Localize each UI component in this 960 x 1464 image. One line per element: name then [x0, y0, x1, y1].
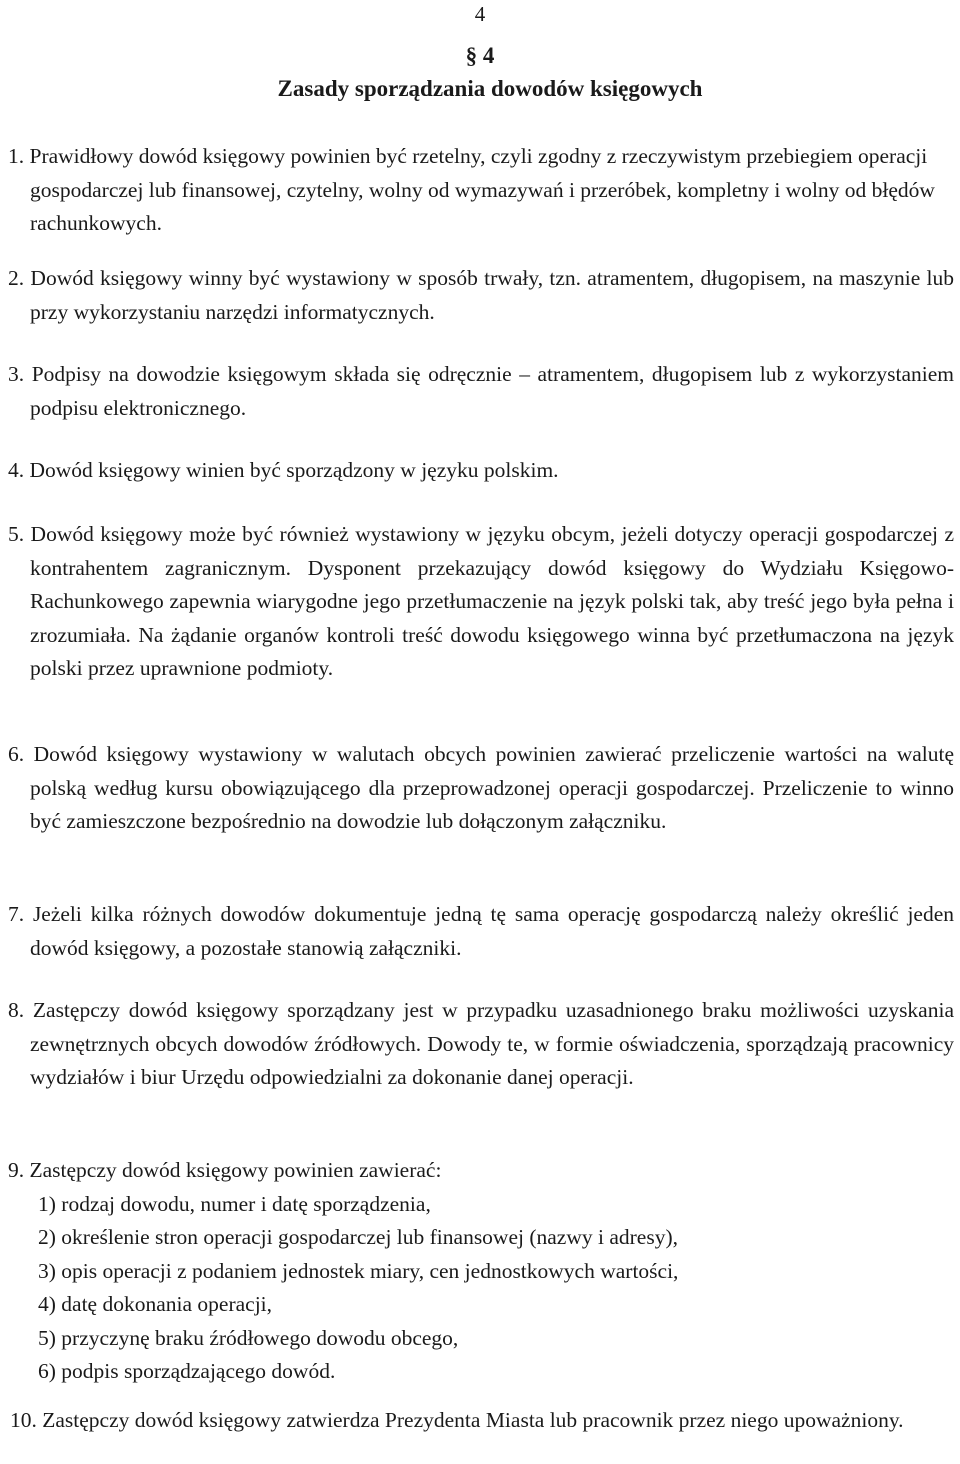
paragraph-text: Zastępczy dowód księgowy powinien zawierać: [29, 1158, 442, 1182]
section-title: Zasady sporządzania dowodów księgowych [277, 76, 703, 101]
paragraph-text: Dowód księgowy winny być wystawiony w sposób trwały, tzn. atramentem, długopisem, na maszynie lub przy wykorzystaniu narzędzi informatycznych. [30, 266, 955, 324]
paragraph-6 [8, 738, 954, 839]
paragraph-number: 6. [8, 742, 25, 766]
paragraph-number: 10. [10, 1408, 37, 1432]
paragraph-number: 7. [8, 902, 25, 926]
list-item: 1) rodzaj dowodu, numer i datę sporządzenia, [38, 1191, 431, 1216]
page-number: 4 [474, 2, 486, 26]
paragraph-text: Podpisy na dowodzie księgowym składa się odręcznie – atramentem, długopisem lub z wykorzystaniem podpisu elektronicznego. [30, 362, 955, 420]
list-item: 4) datę dokonania operacji, [38, 1292, 273, 1316]
paragraph-5 [8, 518, 954, 686]
paragraph-text: Prawidłowy dowód księgowy powinien być rzetelny, czyli zgodny z rzeczywistym przebiegiem operacji gospodarczej lub finansowej, czytelny, wolny od wymazywań i przeróbek, kompletny i wolny od błędów rachunkowych. [29, 144, 935, 235]
paragraph-number: 8. [8, 998, 25, 1022]
paragraph-number: 4. [8, 458, 25, 482]
paragraph-1 [8, 140, 954, 241]
paragraph-number: 9. [8, 1158, 25, 1182]
section-number: § 4 [465, 43, 495, 68]
paragraph-10 [10, 1404, 956, 1438]
paragraph-3 [8, 358, 954, 425]
paragraph-4 [8, 454, 954, 488]
paragraph-number: 2. [8, 266, 25, 290]
list-item: 3) opis operacji z podaniem jednostek miary, cen jednostkowych wartości, [38, 1258, 679, 1283]
list-item: 2) określenie stron operacji gospodarczej lub finansowej (nazwy i adresy), [38, 1225, 678, 1249]
paragraph-7 [8, 898, 954, 965]
paragraph-text: Zastępczy dowód księgowy zatwierdza Prezydenta Miasta lub pracownik przez niego upoważniony. [42, 1408, 904, 1432]
paragraph-text: Zastępczy dowód księgowy sporządzany jest w przypadku uzasadnionego braku możliwości uzyskania zewnętrznych obcych dowodów źródłowych. Dowody te, w formie oświadczenia, sporządzają pracownicy wydziałów i biur Urzędu odpowiedzialni za dokonanie danej operacji. [30, 998, 954, 1089]
paragraph-text: Dowód księgowy może być również wystawiony w języku obcym, jeżeli dotyczy operacji gospodarczej z kontrahentem zagranicznym. Dysponent przekazujący dowód księgowy do Wydziału Księgowo-Rachunkowego zapewnia wiarygodne jego przetłumaczenie na język polski tak, aby treść jego była pełna i zrozumiała. Na żądanie organów kontroli treść dowodu księgowego winna być przetłumaczona na język polski przez uprawnione podmioty. [30, 522, 954, 680]
paragraph-number: 3. [8, 362, 25, 386]
paragraph-number: 1. [8, 144, 25, 168]
paragraph-9 [8, 1154, 954, 1389]
required-elements-list [30, 1188, 954, 1389]
paragraph-text: Jeżeli kilka różnych dowodów dokumentuje jedną tę sama operację gospodarczą należy określić jeden dowód księgowy, a pozostałe stanowią załączniki. [30, 902, 955, 960]
list-item: 5) przyczynę braku źródłowego dowodu obcego, [38, 1325, 459, 1350]
paragraph-2 [8, 262, 954, 329]
list-item: 6) podpis sporządzającego dowód. [38, 1359, 336, 1383]
paragraph-8 [8, 994, 954, 1095]
paragraph-text: Dowód księgowy winien być sporządzony w języku polskim. [29, 458, 559, 482]
paragraph-number: 5. [8, 522, 25, 546]
paragraph-text: Dowód księgowy wystawiony w walutach obcych powinien zawierać przeliczenie wartości na walutę polską według kursu obowiązującego dla przeprowadzonej operacji gospodarczej. Przeliczenie to winno być zamieszczone bezpośrednio na dowodzie lub dołączonym załączniku. [30, 742, 954, 833]
